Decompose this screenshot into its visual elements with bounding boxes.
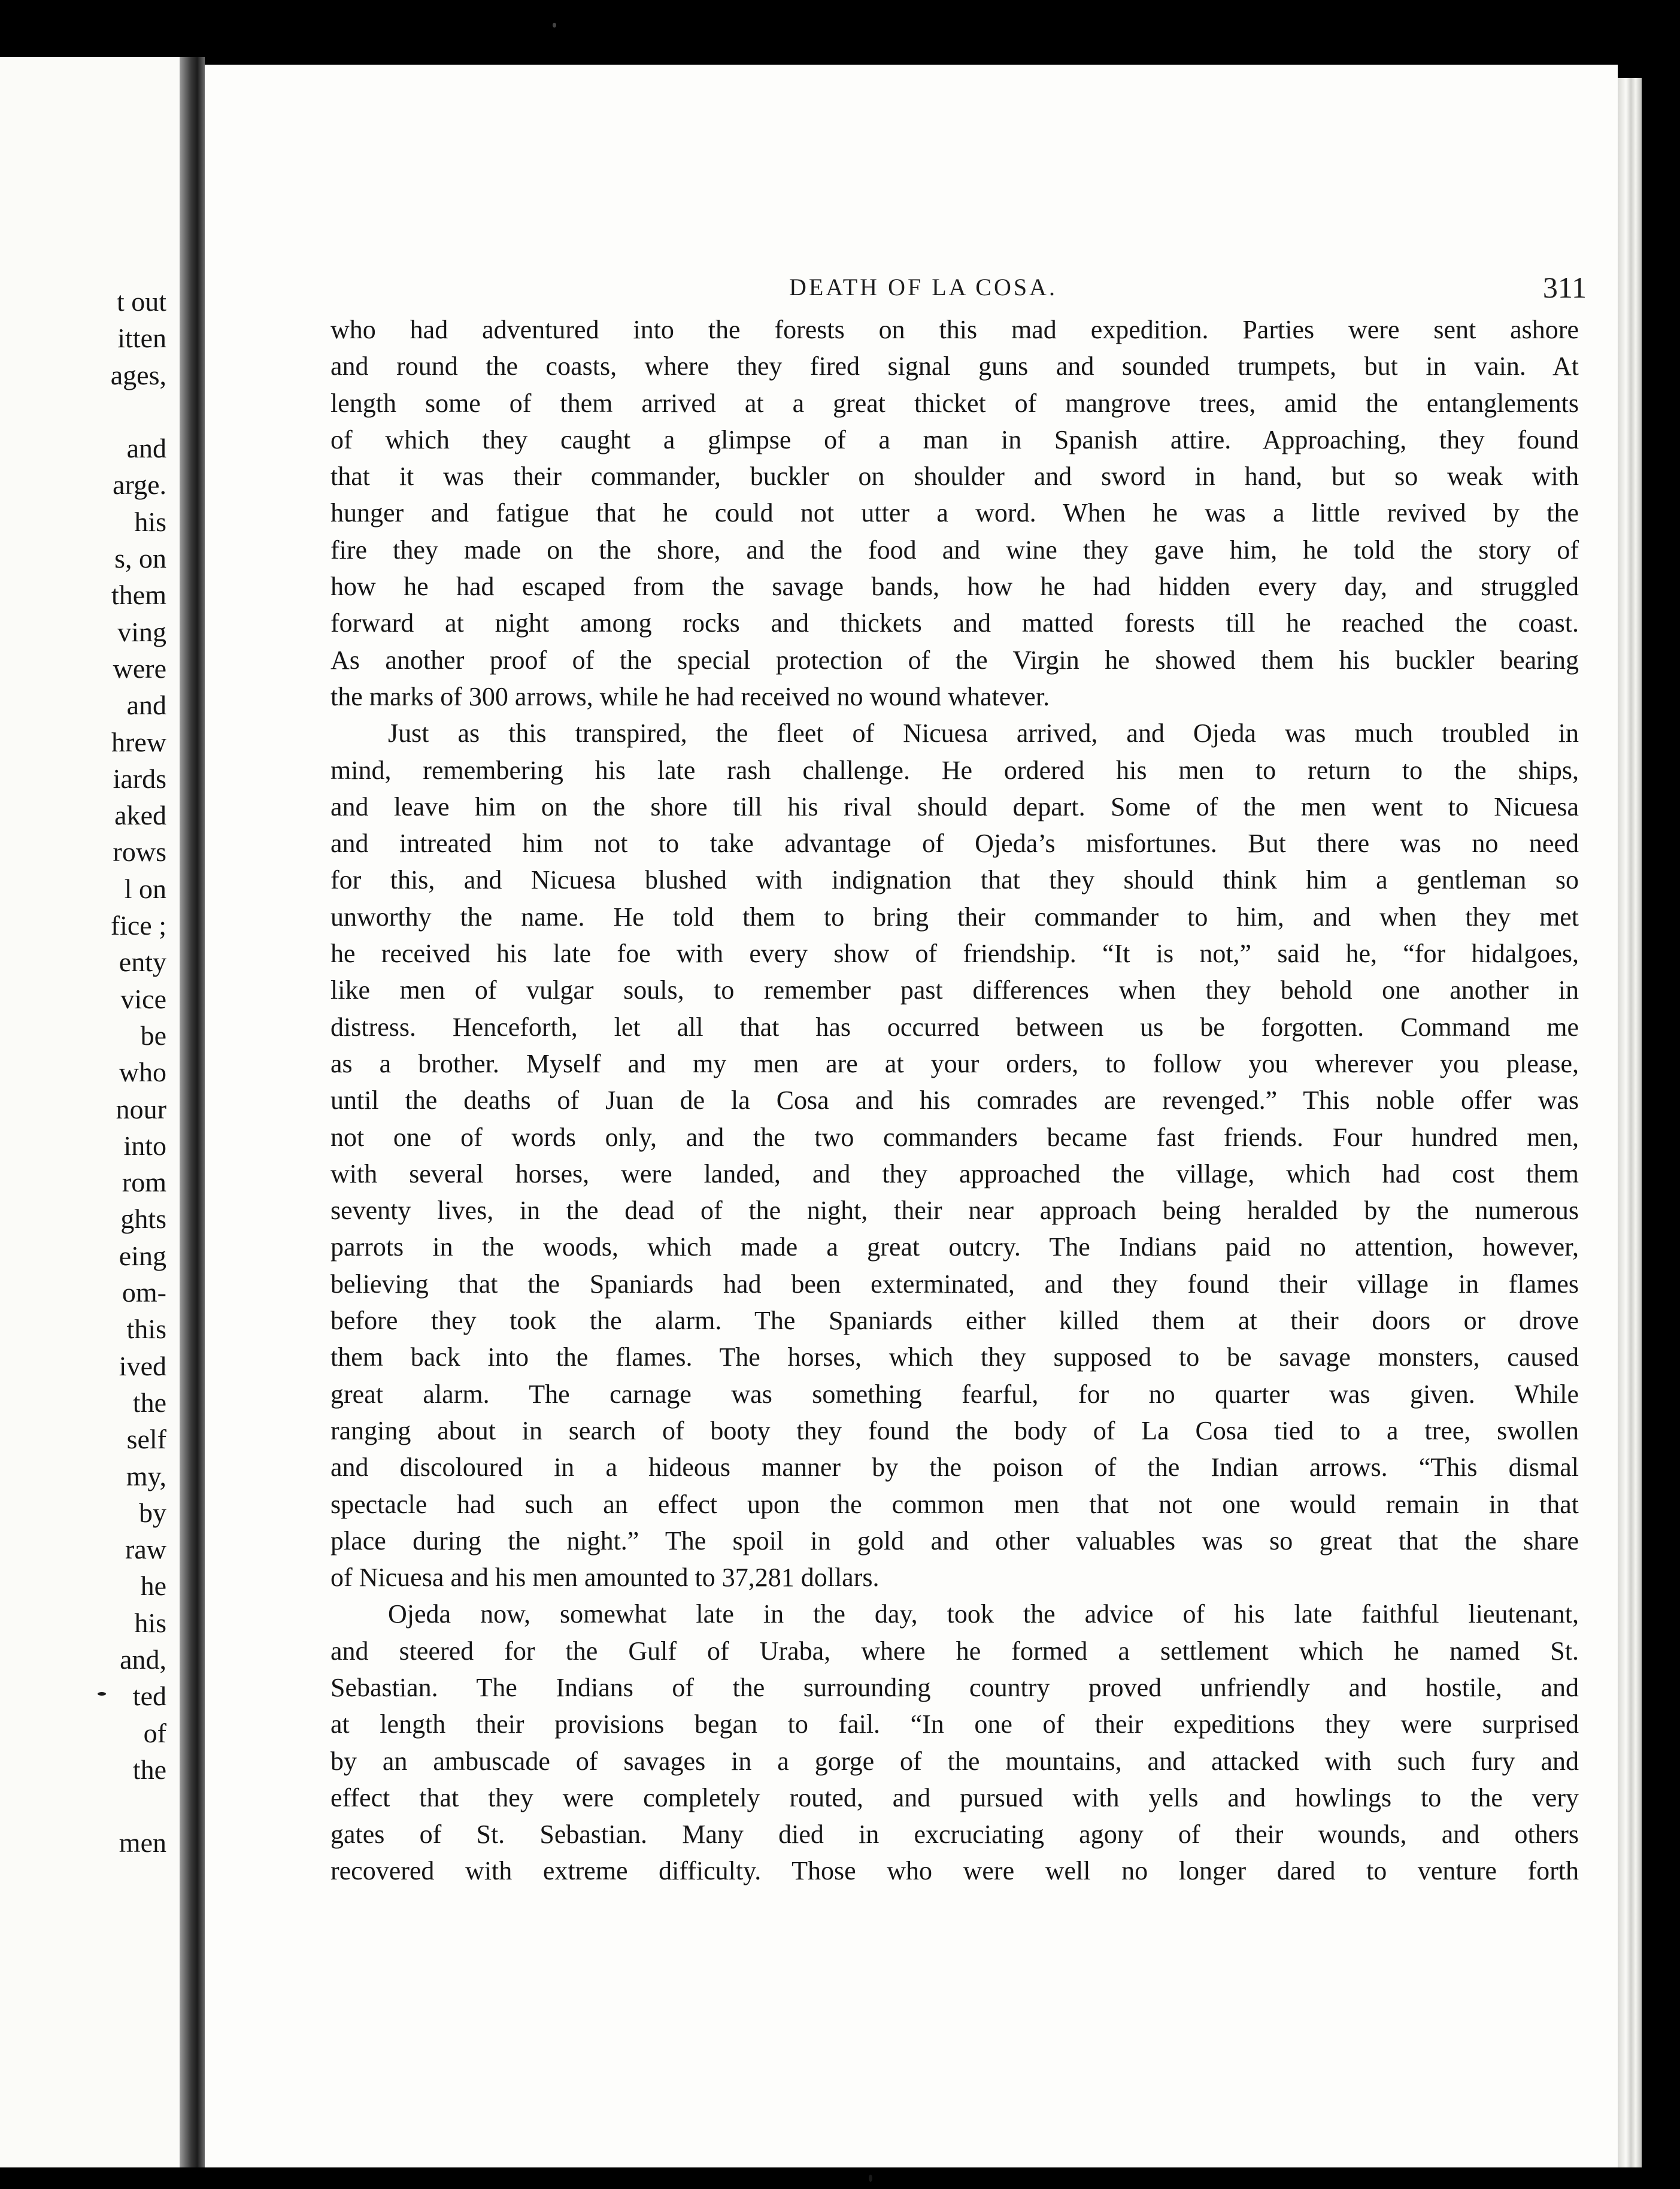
text-line: mind, remembering his late rash challenge. He ordered his men to return to the ships,: [330, 755, 1579, 785]
book-gutter: [180, 57, 205, 2167]
page-number: 311: [1542, 271, 1587, 304]
text-line: not one of words only, and the two commanders became fast friends. Four hundred men,: [330, 1122, 1579, 1152]
speck-mark: [869, 2175, 872, 2182]
text-line: distress. Henceforth, let all that has occurred between us be forgotten. Command me: [330, 1012, 1579, 1042]
left-page-fragment: hrew: [111, 726, 166, 757]
text-line: great alarm. The carnage was something fearful, for no quarter was given. While: [330, 1379, 1579, 1409]
left-page-fragment: rom: [122, 1167, 166, 1198]
text-line: fire they made on the shore, and the food and wine they gave him, he told the story of: [330, 535, 1579, 565]
text-line: like men of vulgar souls, to remember past differences when they behold one another in: [330, 975, 1579, 1005]
text-line: by an ambuscade of savages in a gorge of the mountains, and attacked with such fury and: [330, 1746, 1579, 1776]
left-page-fragment: and: [126, 690, 166, 721]
left-page-fragment: were: [113, 653, 166, 684]
text-line: of which they caught a glimpse of a man in Spanish attire. Approaching, they found: [330, 425, 1579, 454]
text-line: unworthy the name. He told them to bring their commander to him, and when they met: [330, 902, 1579, 932]
left-page-fragment: who: [119, 1057, 166, 1088]
text-line: that it was their commander, buckler on shoulder and sword in hand, but so weak with: [330, 462, 1579, 492]
text-line: before they took the alarm. The Spaniards either killed them at their doors or drove: [330, 1306, 1579, 1336]
left-page-fragment: into: [123, 1130, 166, 1161]
text-line: and discoloured in a hideous manner by the poison of the Indian arrows. “This dismal: [330, 1453, 1579, 1482]
text-line: As another proof of the special protection of the Virgin he showed them his buckler bearing: [330, 645, 1579, 675]
text-line: he received his late foe with every show of friendship. “It is not,” said he, “for hidalgoes,: [330, 939, 1579, 969]
text-line: Just as this transpired, the fleet of Nicuesa arrived, and Ojeda was much troubled in: [388, 718, 1579, 748]
left-page-text-fragments: [111, 283, 166, 1861]
left-page-fragment: be: [140, 1020, 166, 1051]
left-page-fragment: ving: [117, 616, 166, 647]
left-page-fragment: and: [126, 433, 166, 464]
text-line: as a brother. Myself and my men are at your orders, to follow you wherever you please,: [330, 1048, 1579, 1078]
text-line: believing that the Spaniards had been exterminated, and they found their village in flames: [330, 1269, 1579, 1299]
left-page-fragment: fice ;: [110, 910, 166, 941]
left-page-fragment: them: [111, 580, 166, 611]
text-line: how he had escaped from the savage bands, how he had hidden every day, and struggled: [330, 572, 1579, 602]
text-line: seventy lives, in the dead of the night, their near approach being heralded by the numerous: [330, 1196, 1579, 1226]
left-page-fragment: itten: [117, 323, 166, 354]
speck-mark: [98, 1692, 106, 1696]
text-line: length some of them arrived at a great thicket of mangrove trees, amid the entanglements: [330, 388, 1579, 418]
text-line: Sebastian. The Indians of the surrounding country proved unfriendly and hostile, and: [330, 1672, 1579, 1702]
text-line: gates of St. Sebastian. Many died in excruciating agony of their wounds, and others: [330, 1820, 1579, 1850]
left-page-fragment: vice: [120, 983, 166, 1014]
left-page-fragment: s, on: [114, 543, 166, 574]
left-page-fragment: and,: [120, 1644, 166, 1675]
text-line: until the deaths of Juan de la Cosa and his comrades are revenged.” This noble offer was: [330, 1086, 1579, 1115]
text-line: for this, and Nicuesa blushed with indignation that they should think him a gentleman so: [330, 865, 1579, 895]
text-line: them back into the flames. The horses, which they supposed to be savage monsters, caused: [330, 1342, 1579, 1372]
left-page-fragment: enty: [119, 947, 166, 978]
page-edge: [1618, 78, 1642, 2167]
text-line: who had adventured into the forests on this mad expedition. Parties were sent ashore: [330, 315, 1579, 344]
text-line: recovered with extreme difficulty. Those who were well no longer dared to venture forth: [330, 1856, 1579, 1886]
left-page-fragment: the: [132, 1754, 166, 1785]
left-page-fragment: aked: [114, 800, 166, 831]
paragraph: [330, 311, 1579, 715]
left-page-fragment: arge.: [113, 469, 166, 501]
left-page-fragment: ages,: [110, 359, 166, 390]
text-line: of Nicuesa and his men amounted to 37,281 dollars.: [330, 1563, 880, 1593]
left-page-fragment: his: [134, 506, 166, 537]
left-page-fragment: iards: [113, 763, 166, 794]
left-page-fragment: eing: [119, 1240, 166, 1271]
text-line: ranging about in search of booty they found the body of La Cosa tied to a tree, swollen: [330, 1415, 1579, 1445]
paragraph: [330, 715, 1579, 1596]
text-line: effect that they were completely routed, and pursued with yells and howlings to the very: [330, 1782, 1579, 1812]
text-line: and leave him on the shore till his rival should depart. Some of the men went to Nicuesa: [330, 792, 1579, 821]
text-line: and steered for the Gulf of Uraba, where he formed a settlement which he named St.: [330, 1636, 1579, 1666]
left-page-fragment: my,: [126, 1460, 166, 1491]
text-line: forward at night among rocks and thickets and matted forests till he reached the coast.: [330, 608, 1579, 638]
left-page-fragment: t out: [116, 286, 166, 317]
left-page-fragment: ived: [119, 1350, 166, 1381]
text-line: hunger and fatigue that he could not utter a word. When he was a little revived by the: [330, 498, 1579, 528]
left-page-fragment: of: [143, 1717, 166, 1748]
speck-mark: [553, 23, 556, 28]
left-page-fragment: the: [132, 1387, 166, 1418]
text-line: spectacle had such an effect upon the common men that not one would remain in that: [330, 1489, 1579, 1519]
text-line: with several horses, were landed, and they approached the village, which had cost them: [330, 1159, 1579, 1189]
left-page-fragment: om-: [122, 1277, 166, 1308]
text-line: at length their provisions began to fail. “In one of their expeditions they were surprised: [330, 1709, 1579, 1739]
text-line: Ojeda now, somewhat late in the day, took the advice of his late faithful lieutenant,: [388, 1599, 1579, 1629]
right-page: [205, 65, 1618, 2167]
left-page-fragment: raw: [125, 1534, 166, 1565]
running-head: [205, 263, 1618, 311]
left-page-fragment: nour: [116, 1093, 166, 1124]
paragraph: [330, 1596, 1579, 1889]
text-line: and intreated him not to take advantage of Ojeda’s misfortunes. But there was no need: [330, 829, 1579, 859]
left-page-fragment: [111, 393, 166, 430]
left-page-fragment: l on: [124, 873, 166, 904]
left-facing-page: [0, 57, 180, 2167]
left-page-fragment: ted: [132, 1681, 166, 1712]
left-page-fragment: his: [134, 1607, 166, 1638]
left-page-fragment: this: [126, 1314, 166, 1345]
left-page-fragment: self: [126, 1424, 166, 1455]
text-line: place during the night.” The spoil in gold and other valuables was so great that the share: [330, 1526, 1579, 1556]
text-line: the marks of 300 arrows, while he had received no wound whatever.: [330, 681, 1050, 711]
left-page-fragment: ghts: [120, 1203, 166, 1235]
text-line: and round the coasts, where they fired signal guns and sounded trumpets, but in vain. At: [330, 351, 1579, 381]
running-head-title: DEATH OF LA COSA.: [789, 274, 1058, 301]
left-page-fragment: he: [140, 1570, 166, 1602]
left-page-fragment: by: [139, 1497, 166, 1528]
left-page-fragment: [111, 1788, 166, 1824]
body-text: [330, 311, 1579, 1890]
text-line: parrots in the woods, which made a great outcry. The Indians paid no attention, however,: [330, 1232, 1579, 1262]
left-page-fragment: rows: [113, 836, 166, 868]
left-page-fragment: men: [119, 1827, 166, 1858]
